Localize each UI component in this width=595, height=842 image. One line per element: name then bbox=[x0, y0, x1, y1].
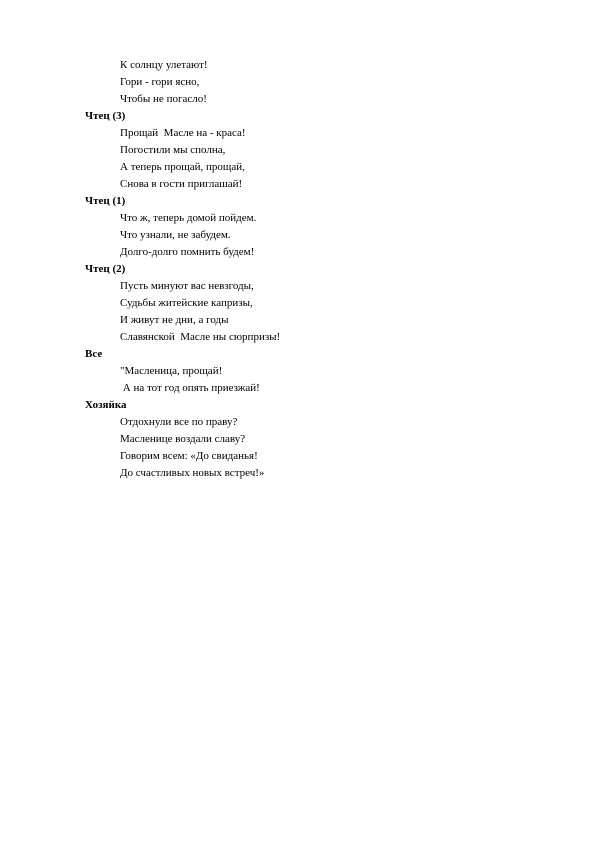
speaker-label: Чтец (2) bbox=[85, 263, 126, 275]
verse-line: Что узнали, не забудем. bbox=[120, 229, 231, 241]
verse-line: Пусть минуют вас невзгоды, bbox=[120, 280, 254, 292]
verse-line: Долго-долго помнить будем! bbox=[120, 246, 255, 258]
speaker-label: Хозяйка bbox=[85, 399, 127, 411]
verse-line: И живут не дни, а годы bbox=[120, 314, 229, 326]
verse-line: Гори - гори ясно, bbox=[120, 76, 200, 88]
speaker-label: Чтец (1) bbox=[85, 195, 126, 207]
verse-line: Говорим всем: «До свиданья! bbox=[120, 450, 258, 462]
verse-line: Прощай Масле на - краса! bbox=[120, 127, 246, 139]
verse-line: Снова в гости приглашай! bbox=[120, 178, 243, 190]
verse-line: К солнцу улетают! bbox=[120, 59, 208, 71]
verse-line: А теперь прощай, прощай, bbox=[120, 161, 245, 173]
speaker-label: Чтец (3) bbox=[85, 110, 126, 122]
verse-line: Судьбы житейские капризы, bbox=[120, 297, 253, 309]
verse-line: Погостили мы сполна, bbox=[120, 144, 226, 156]
speaker-label: Все bbox=[85, 348, 103, 360]
verse-line: Славянской Масле ны сюрпризы! bbox=[120, 331, 281, 343]
verse-line: А на тот год опять приезжай! bbox=[120, 382, 260, 394]
verse-line: "Масленица, прощай! bbox=[120, 365, 223, 377]
verse-line: Чтобы не погасло! bbox=[120, 93, 207, 105]
script-text bbox=[85, 57, 545, 482]
verse-line: Масленице воздали славу? bbox=[120, 433, 246, 445]
verse-line: Что ж, теперь домой пойдем. bbox=[120, 212, 257, 224]
verse-line: До счастливых новых встреч!» bbox=[120, 467, 265, 479]
verse-line: Отдохнули все по праву? bbox=[120, 416, 238, 428]
